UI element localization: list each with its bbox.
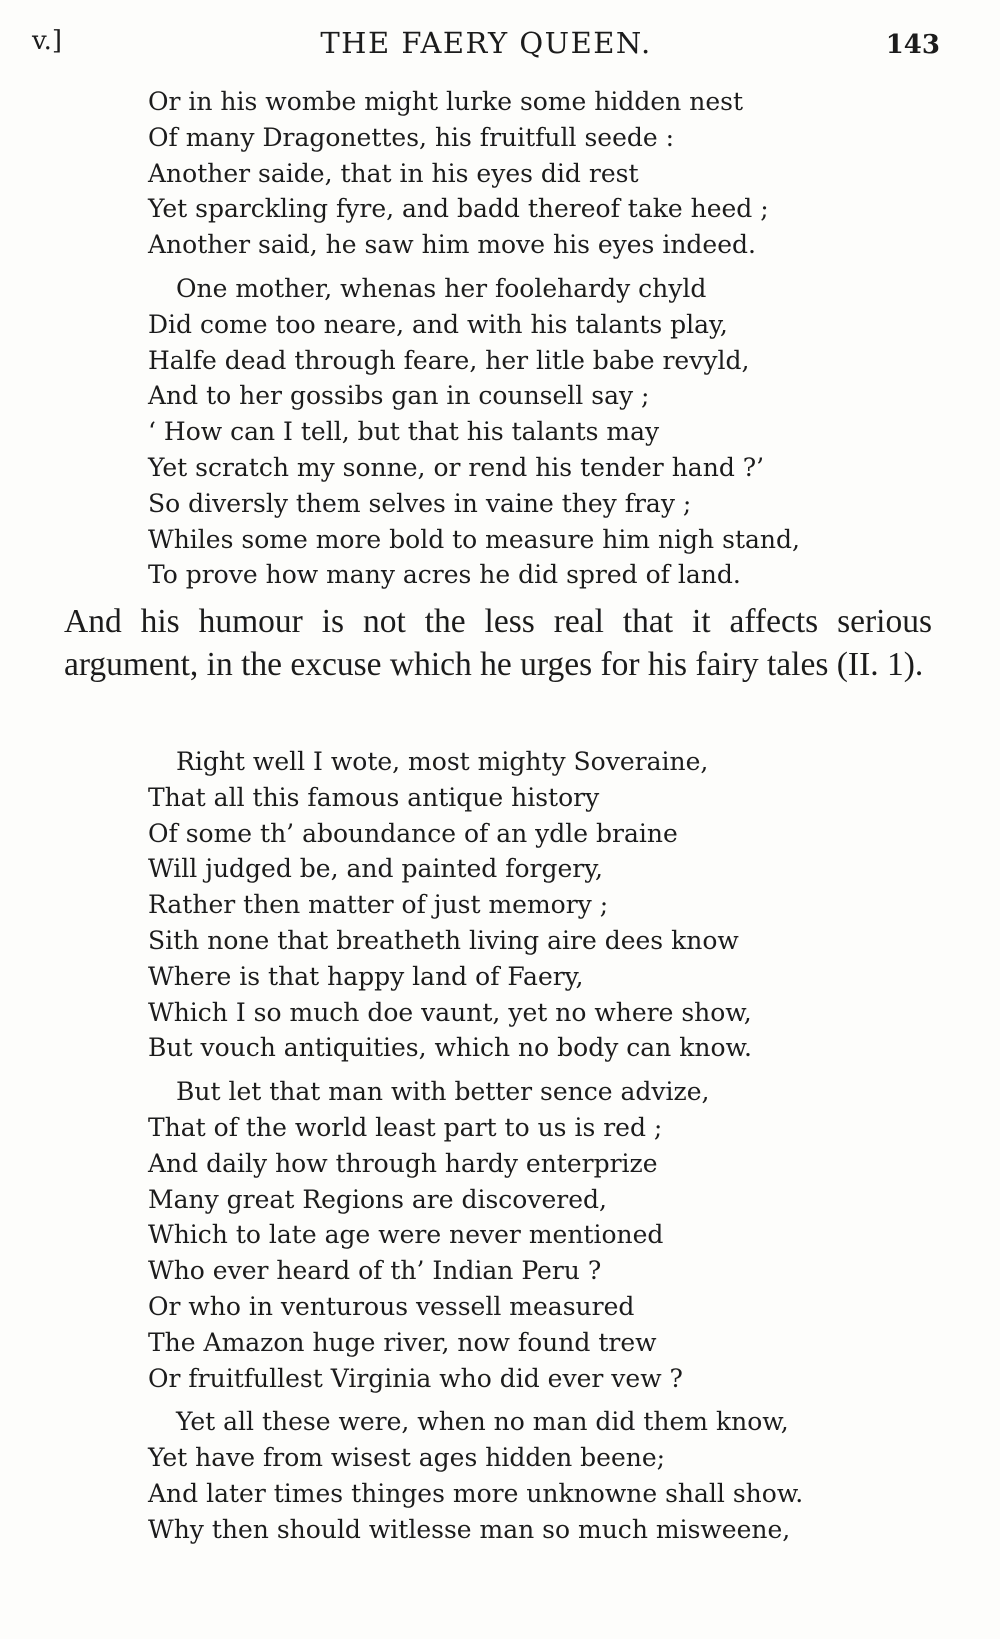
section-marker: v.] xyxy=(32,26,63,56)
verse-line: Many great Regions are discovered, xyxy=(148,1184,607,1214)
stanza xyxy=(148,1404,928,1547)
verse-line: Yet all these were, when no man did them know, xyxy=(176,1407,789,1437)
verse-quote-2 xyxy=(148,744,928,1548)
verse-line: Of some th’ aboundance of an ydle braine xyxy=(148,818,678,848)
verse-line: But vouch antiquities, which no body can know. xyxy=(148,1033,752,1063)
verse-line: Halfe dead through feare, her litle babe revyld, xyxy=(148,345,750,375)
verse-line: Rather then matter of just memory ; xyxy=(148,890,609,920)
verse-line: Yet have from wisest ages hidden beene; xyxy=(148,1443,666,1473)
verse-line: Sith none that breatheth living aire dees know xyxy=(148,925,739,955)
verse-line: To prove how many acres he did spred of land. xyxy=(148,560,741,590)
verse-line: Where is that happy land of Faery, xyxy=(148,961,584,991)
verse-line: Of many Dragonettes, his fruitfull seede : xyxy=(148,122,675,152)
running-header xyxy=(32,24,940,64)
verse-line: But let that man with better sence advize, xyxy=(176,1077,710,1107)
verse-line: That of the world least part to us is red ; xyxy=(148,1112,663,1142)
verse-line: Whiles some more bold to measure him nigh stand, xyxy=(148,524,800,554)
verse-line: Why then should witlesse man so much misweene, xyxy=(148,1514,791,1544)
verse-line: Who ever heard of th’ Indian Peru ? xyxy=(148,1256,602,1286)
prose-paragraph xyxy=(24,600,932,686)
verse-line: Another saide, that in his eyes did rest xyxy=(148,158,639,188)
verse-line: One mother, whenas her foolehardy chyld xyxy=(176,273,707,303)
verse-line: Did come too neare, and with his talants play, xyxy=(148,309,728,339)
verse-line: Or who in venturous vessell measured xyxy=(148,1291,635,1321)
stanza xyxy=(148,744,928,1066)
verse-line: Yet scratch my sonne, or rend his tender hand ?’ xyxy=(148,452,765,482)
paragraph-text: And his humour is not the less real that it affects serious argument, in the excuse which he urges for his fairy tales (II. 1). xyxy=(64,603,932,683)
verse-line: Or fruitfullest Virginia who did ever vew ? xyxy=(148,1363,683,1393)
verse-line: Or in his wombe might lurke some hidden nest xyxy=(148,87,743,116)
stanza xyxy=(148,1074,928,1396)
verse-line: And later times thinges more unknowne shall show. xyxy=(148,1478,804,1508)
verse-line: Another said, he saw him move his eyes indeed. xyxy=(148,230,756,260)
running-title: THE FAERY QUEEN. xyxy=(320,26,652,60)
verse-line: So diversly them selves in vaine they fray ; xyxy=(148,488,692,518)
verse-line: Which to late age were never mentioned xyxy=(148,1220,664,1250)
verse-line: ‘ How can I tell, but that his talants may xyxy=(148,417,660,447)
stanza xyxy=(148,271,928,593)
verse-line: Right well I wote, most mighty Soveraine, xyxy=(176,747,709,776)
verse-line: Yet sparckling fyre, and badd thereof take heed ; xyxy=(148,194,769,224)
verse-quote-1 xyxy=(148,84,928,593)
verse-line: Will judged be, and painted forgery, xyxy=(148,854,603,884)
verse-line: The Amazon huge river, now found trew xyxy=(148,1327,657,1357)
verse-line: That all this famous antique history xyxy=(148,782,600,812)
page-number: 143 xyxy=(885,30,940,60)
stanza xyxy=(148,84,928,263)
verse-line: And daily how through hardy enterprize xyxy=(148,1148,658,1178)
verse-line: And to her gossibs gan in counsell say ; xyxy=(148,381,650,411)
verse-line: Which I so much doe vaunt, yet no where show, xyxy=(148,997,752,1027)
